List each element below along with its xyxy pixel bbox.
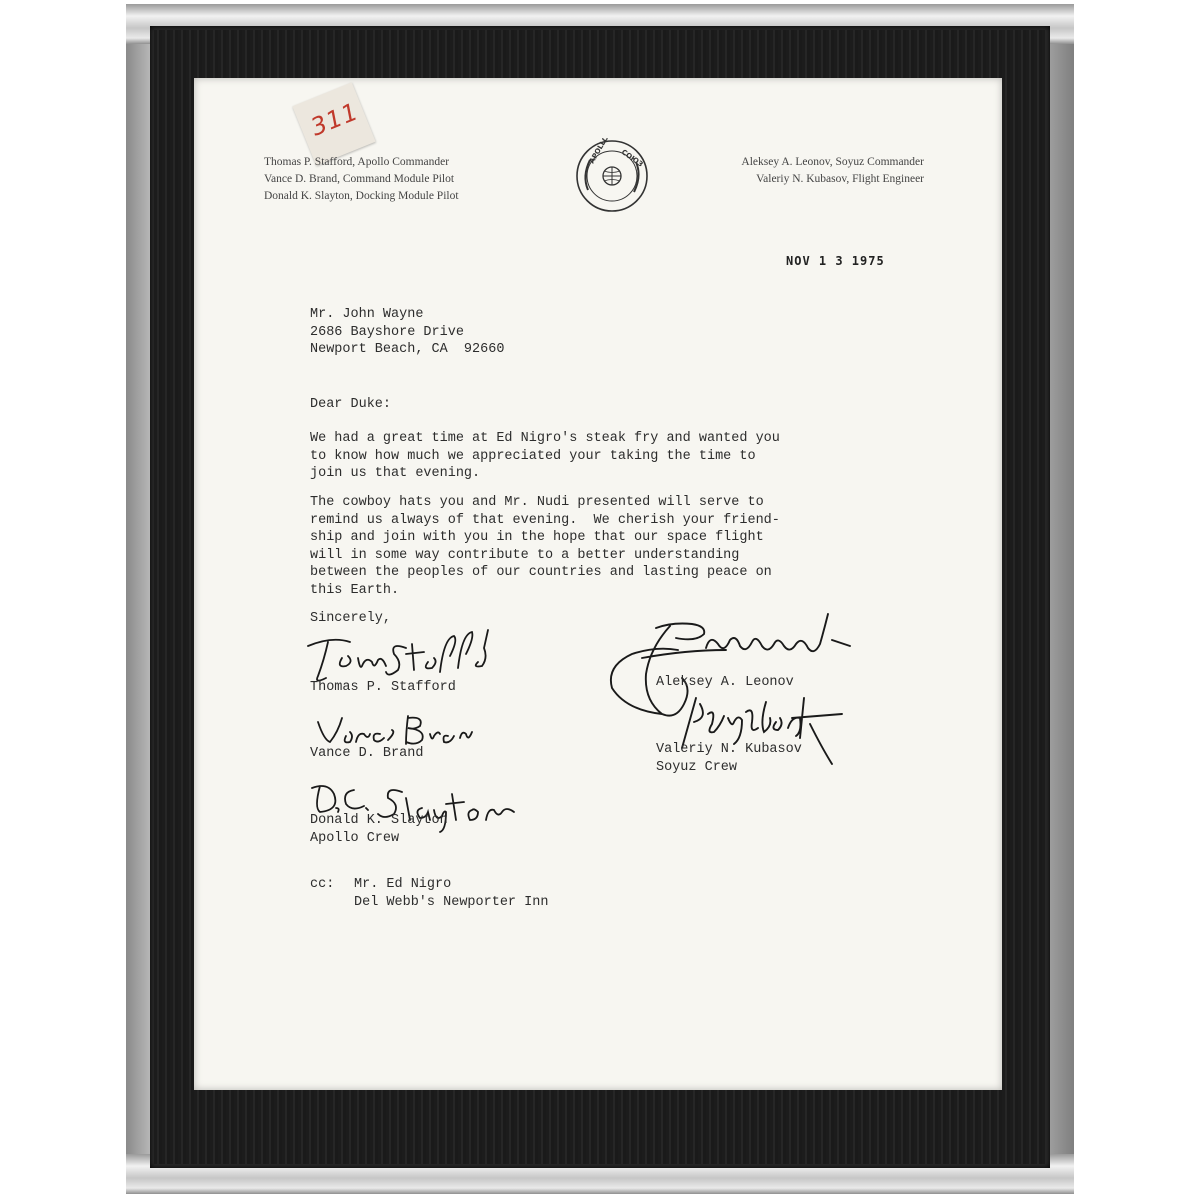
body-line: between the peoples of our countries and lasting peace on [310, 565, 772, 580]
body-line: this Earth. [310, 582, 400, 598]
cc-label: cc: [310, 877, 335, 892]
letterhead-soyuz-crew [741, 154, 924, 188]
slayton-name-text: Donald K. Slayton [310, 813, 448, 828]
closing: Sincerely, [310, 611, 392, 626]
letterhead-crew-line: Thomas P. Stafford, Apollo Commander [264, 156, 450, 168]
emblem-apollo-text: APOLLO [587, 138, 611, 165]
soyuz-crew-label: Soyuz Crew [656, 759, 738, 775]
body-line: join us that evening. [310, 466, 481, 481]
letterhead-crew-line: Aleksey A. Leonov, Soyuz Commander [741, 156, 924, 168]
apollo-soyuz-emblem-icon [574, 138, 650, 214]
letter-paper [194, 78, 1002, 1090]
carbon-copy [310, 876, 548, 911]
sticker-number: 311 [306, 97, 363, 142]
emblem-soyuz-text: СОЮЗ [619, 148, 645, 169]
recipient-address [310, 306, 504, 359]
recipient-name: Mr. John Wayne [310, 307, 424, 322]
letterhead-crew-line: Donald K. Slayton, Docking Module Pilot [264, 190, 459, 202]
cc-organization: Del Webb's Newporter Inn [354, 894, 549, 910]
body-line: We had a great time at Ed Nigro's steak fry and wanted you [310, 431, 780, 446]
letterhead-crew-line: Vance D. Brand, Command Module Pilot [264, 173, 455, 185]
body-line: remind us always of that evening. We cherish your friend- [310, 512, 780, 528]
body-line: ship and join with you in the hope that our space flight [310, 530, 764, 545]
cc-name: Mr. Ed Nigro [354, 877, 452, 892]
recipient-city: Newport Beach, CA 92660 [310, 342, 505, 357]
brand-name: Vance D. Brand [310, 746, 424, 761]
letterhead-crew-line: Valeriy N. Kubasov, Flight Engineer [756, 173, 924, 185]
body-paragraph-1 [310, 430, 780, 483]
recipient-street: 2686 Bayshore Drive [310, 324, 464, 340]
body-line: will in some way contribute to a better understanding [310, 547, 740, 563]
kubasov-name [656, 741, 802, 776]
salutation: Dear Duke: [310, 397, 392, 412]
leonov-name: Aleksey A. Leonov [656, 675, 794, 690]
stafford-name: Thomas P. Stafford [310, 680, 456, 695]
kubasov-name-text: Valeriy N. Kubasov [656, 742, 802, 757]
letter-date: NOV 1 3 1975 [786, 254, 885, 268]
body-paragraph-2 [310, 494, 780, 599]
body-line: to know how much we appreciated your taking the time to [310, 448, 756, 464]
body-line: The cowboy hats you and Mr. Nudi presented will serve to [310, 495, 764, 510]
apollo-crew-label: Apollo Crew [310, 830, 400, 846]
slayton-name [310, 812, 448, 847]
letterhead-apollo-crew [264, 154, 459, 205]
